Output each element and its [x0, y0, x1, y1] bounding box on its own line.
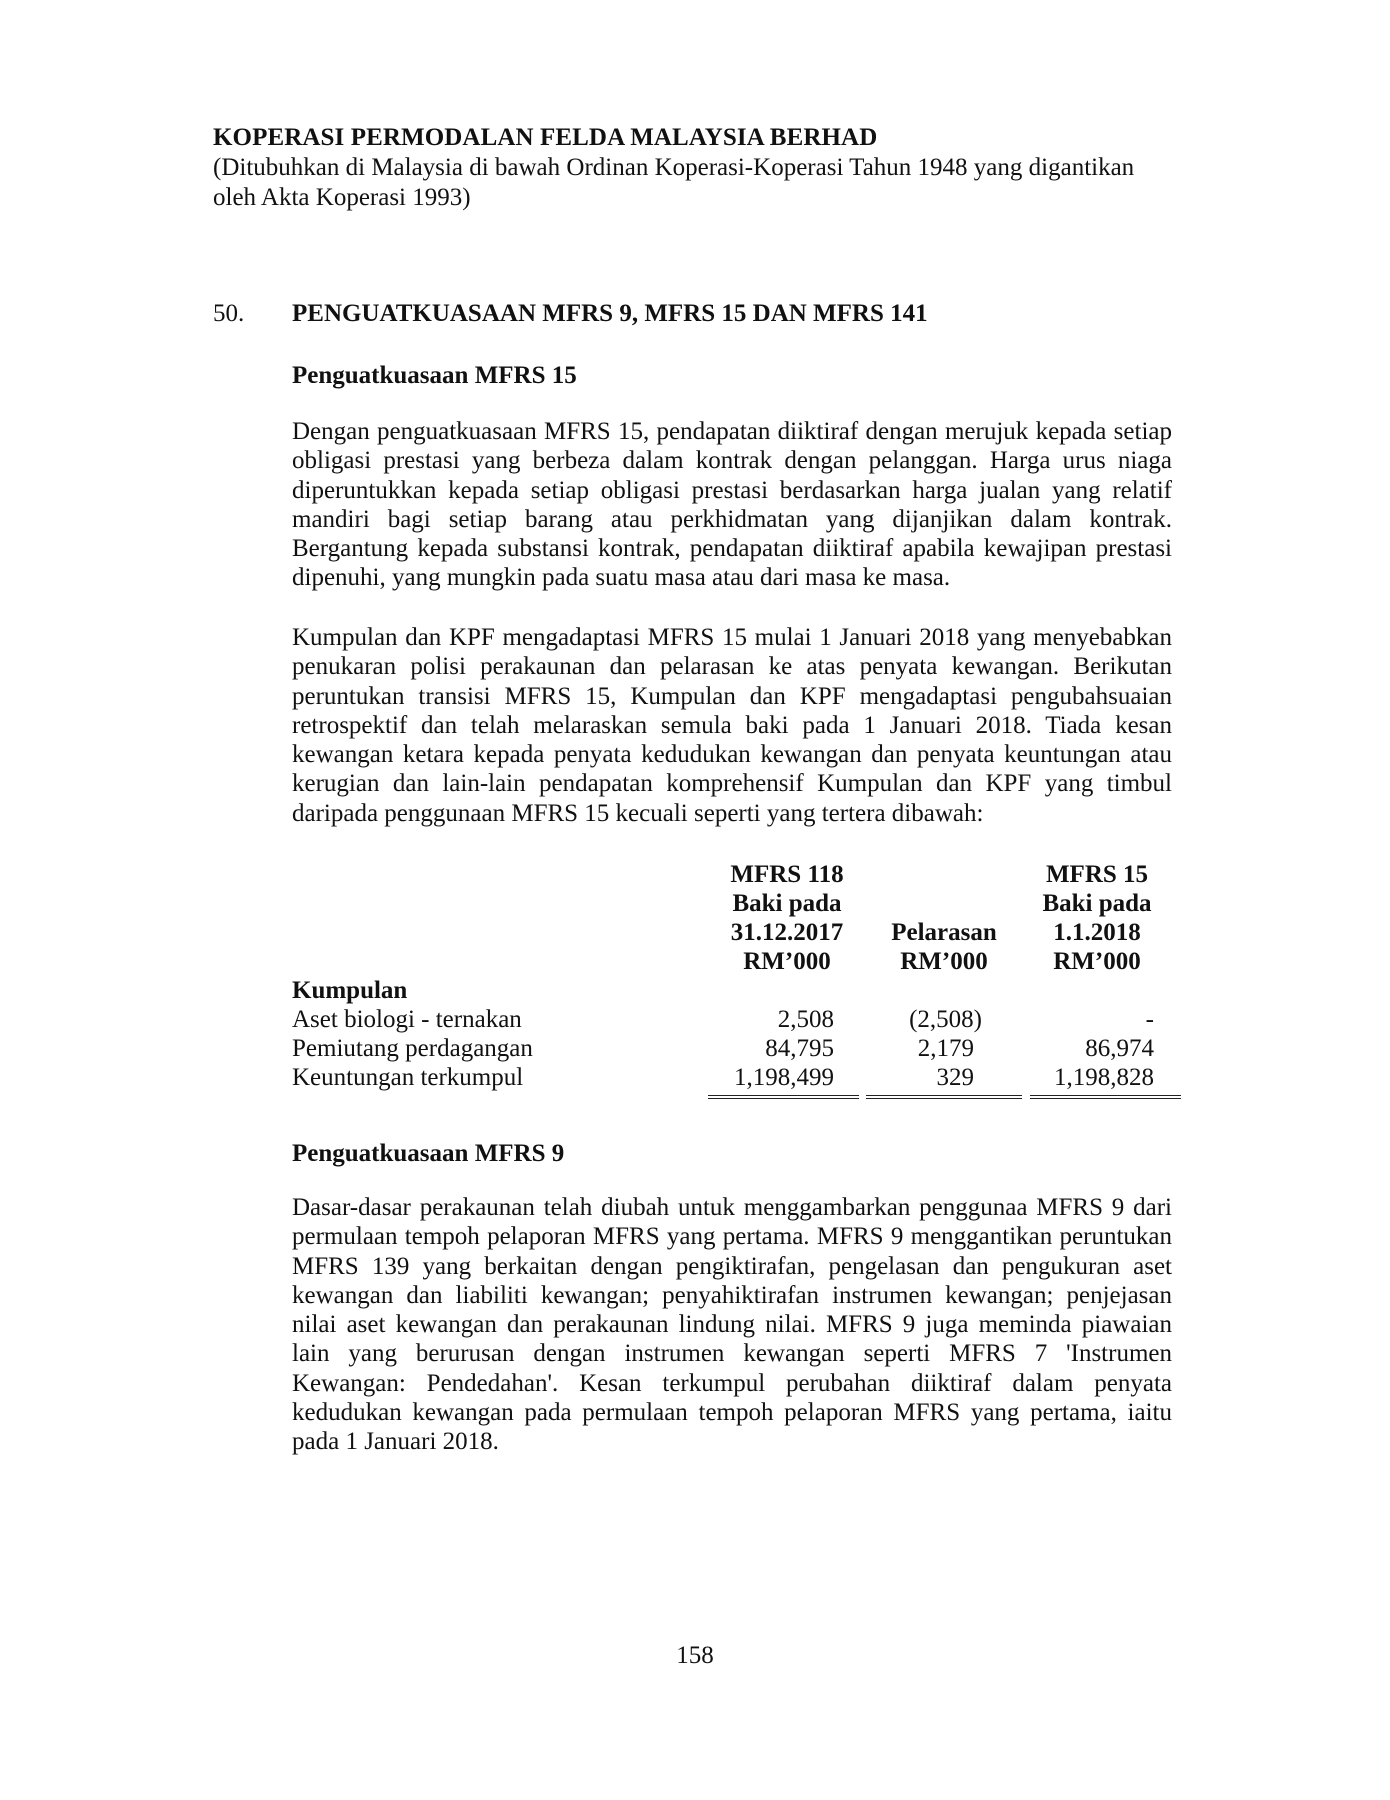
total-double-underline: [866, 1095, 1022, 1099]
section-title: PENGUATKUASAAN MFRS 9, MFRS 15 DAN MFRS 141: [292, 300, 928, 327]
cell-value: 84,795: [765, 1035, 834, 1062]
page-number: 158: [676, 1642, 714, 1669]
mfrs15-paragraph-1: Dengan penguatkuasaan MFRS 15, pendapatan diiktiraf dengan merujuk kepada setiap obligasi prestasi yang berbeza dalam kontrak dengan pelanggan. Harga urus niaga diperuntukkan kepada setiap obligasi prestasi berdasarkan harga jualan yang relatif mandiri bagi setiap barang atau perkhidmatan yang dijanjikan dalam kontrak. Bergantung kepada substansi kontrak, pendapatan diiktiraf apabila kewajipan prestasi dipenuhi, yang mungkin pada suatu masa atau dari masa ke masa.: [292, 418, 1172, 592]
cell-value: (2,508): [909, 1006, 982, 1033]
column-header-pelarasan: Pelarasan RM’000: [891, 919, 997, 975]
total-double-underline: [1030, 1095, 1181, 1099]
section-number: 50.: [213, 300, 245, 327]
column-header-mfrs118: MFRS 118 Baki pada 31.12.2017 RM’000: [730, 861, 844, 975]
cell-value: 329: [936, 1064, 974, 1091]
mfrs9-paragraph-1: Dasar-dasar perakaunan telah diubah untuk menggambarkan penggunaa MFRS 9 dari permulaan tempoh pelaporan MFRS yang pertama. MFRS 9 menggantikan peruntukan MFRS 139 yang berkaitan dengan pengiktirafan, pengelasan dan pengukuran aset kewangan dan liabiliti kewangan; penyahiktirafan instrumen kewangan; penjejasan nilai aset kewangan dan perakaunan lindung nilai. MFRS 9 juga meminda piawaian lain yang berurusan dengan instrumen kewangan seperti MFRS 7 'Instrumen Kewangan: Pendedahan'. Kesan terkumpul perubahan diiktiraf dalam penyata kedudukan kewangan pada permulaan tempoh pelaporan MFRS yang pertama, iaitu pada 1 Januari 2018.: [292, 1194, 1172, 1456]
row-label: Aset biologi - ternakan: [292, 1006, 522, 1033]
organization-subtitle: [213, 153, 1173, 213]
group-label: Kumpulan: [292, 977, 408, 1004]
subtitle-line-1: (Ditubuhkan di Malaysia di bawah Ordinan Koperasi-Koperasi Tahun 1948 yang digantikan: [213, 154, 1135, 181]
subtitle-line-2: oleh Akta Koperasi 1993): [213, 184, 471, 211]
total-double-underline: [708, 1095, 859, 1099]
cell-value: 2,508: [777, 1006, 834, 1033]
cell-value: 1,198,828: [1054, 1064, 1154, 1091]
mfrs9-heading: Penguatkuasaan MFRS 9: [292, 1140, 565, 1167]
cell-value: -: [1145, 1006, 1154, 1033]
column-header-mfrs15: MFRS 15 Baki pada 1.1.2018 RM’000: [1042, 861, 1152, 975]
cell-value: 86,974: [1085, 1035, 1154, 1062]
mfrs15-heading: Penguatkuasaan MFRS 15: [292, 362, 577, 389]
row-label: Keuntungan terkumpul: [292, 1064, 524, 1091]
row-label: Pemiutang perdagangan: [292, 1035, 533, 1062]
mfrs15-paragraph-2: Kumpulan dan KPF mengadaptasi MFRS 15 mulai 1 Januari 2018 yang menyebabkan penukaran polisi perakaunan dan pelarasan ke atas penyata kewangan. Berikutan peruntukan transisi MFRS 15, Kumpulan dan KPF mengadaptasi pengubahsuaian retrospektif dan telah melaraskan semula baki pada 1 Januari 2018. Tiada kesan kewangan ketara kepada penyata kedudukan kewangan dan penyata keuntungan atau kerugian dan lain-lain pendapatan komprehensif Kumpulan dan KPF yang timbul daripada penggunaan MFRS 15 kecuali seperti yang tertera dibawah:: [292, 624, 1172, 827]
cell-value: 2,179: [917, 1035, 974, 1062]
organization-name: KOPERASI PERMODALAN FELDA MALAYSIA BERHAD: [213, 124, 878, 151]
cell-value: 1,198,499: [734, 1064, 834, 1091]
